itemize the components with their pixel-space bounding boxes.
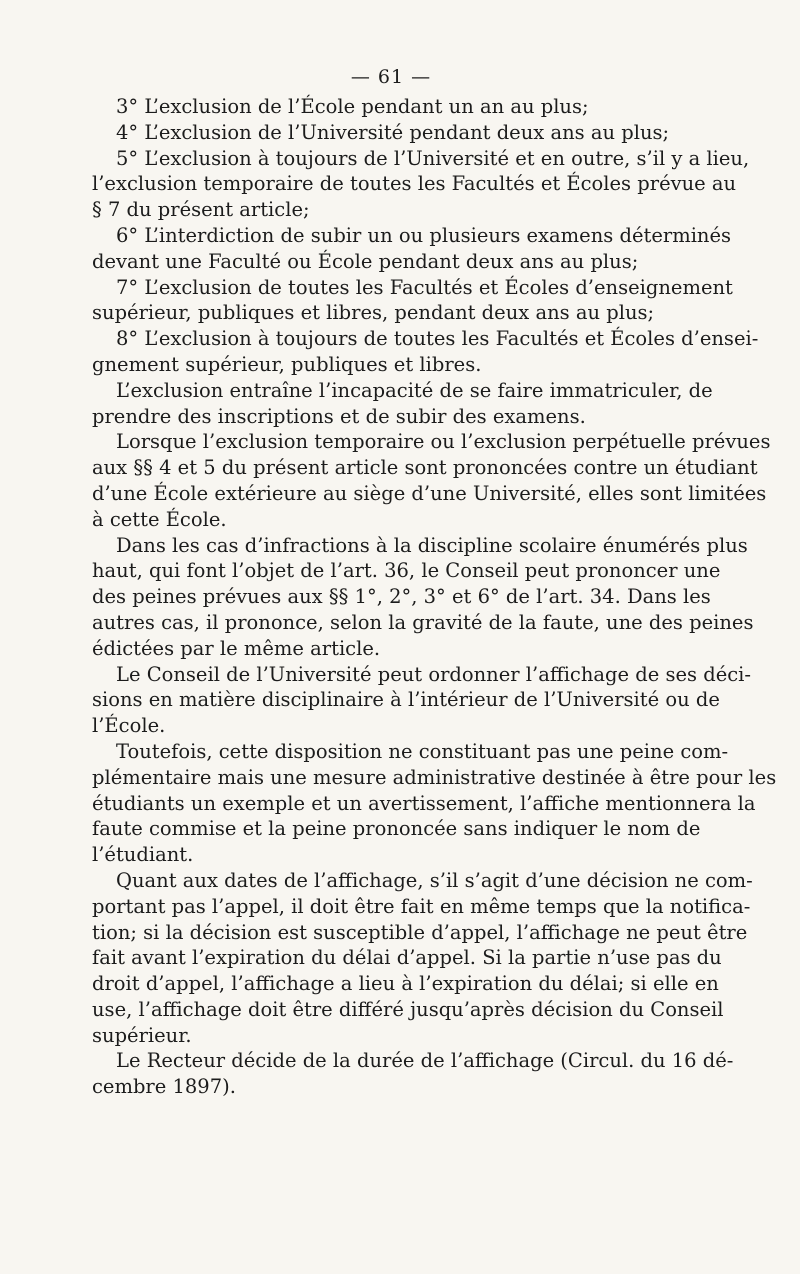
text-line: 4° L’exclusion de l’Université pendant deux ans au plus;: [116, 120, 670, 144]
page-number: — 61 —: [350, 66, 432, 88]
text-line: 3° L’exclusion de l’École pendant un an au plus;: [116, 95, 589, 118]
text-line: étudiants un exemple et un avertissement, l’affiche mentionnera la: [92, 791, 756, 815]
text-line: supérieur.: [92, 1023, 192, 1047]
text-line: cembre 1897).: [92, 1075, 236, 1099]
text-line: l’École.: [92, 714, 166, 738]
text-line: tion; si la décision est susceptible d’appel, l’affichage ne peut être: [92, 920, 748, 944]
text-line: l’exclusion temporaire de toutes les Facultés et Écoles prévue au: [92, 172, 737, 196]
text-line: L’exclusion entraîne l’incapacité de se faire immatriculer, de: [116, 378, 713, 402]
text-line: 6° L’interdiction de subir un ou plusieurs examens déterminés: [116, 223, 732, 247]
text-line: droit d’appel, l’affichage a lieu à l’expiration du délai; si elle en: [92, 972, 719, 996]
text-line: § 7 du présent article;: [92, 198, 310, 222]
text-line: faute commise et la peine prononcée sans indiquer le nom de: [92, 817, 701, 841]
text-line: édictées par le même article.: [92, 636, 381, 660]
text-line: Le Conseil de l’Université peut ordonner l’affichage de ses déci-: [116, 662, 752, 686]
text-line: 5° L’exclusion à toujours de l’Université et en outre, s’il y a lieu,: [116, 146, 750, 170]
text-line: devant une Faculté ou École pendant deux ans au plus;: [92, 249, 639, 273]
text-line: fait avant l’expiration du délai d’appel. Si la partie n’use pas du: [92, 946, 722, 970]
text-line: à cette École.: [92, 507, 227, 531]
document-page: [92, 60, 777, 1100]
text-line: aux §§ 4 et 5 du présent article sont prononcées contre un étudiant: [92, 456, 758, 480]
text-line: use, l’affichage doit être différé jusqu’après décision du Conseil: [92, 997, 724, 1021]
text-line: plémentaire mais une mesure administrative destinée à être pour les: [92, 765, 777, 789]
text-line: prendre des inscriptions et de subir des examens.: [92, 404, 586, 428]
text-line: 8° L’exclusion à toujours de toutes les Facultés et Écoles d’ensei-: [116, 327, 759, 351]
text-line: haut, qui font l’objet de l’art. 36, le Conseil peut prononcer une: [92, 559, 721, 583]
text-line: Le Recteur décide de la durée de l’affichage (Circul. du 16 dé-: [116, 1049, 734, 1073]
text-line: Lorsque l’exclusion temporaire ou l’exclusion perpétuelle prévues: [116, 430, 771, 454]
text-line: 7° L’exclusion de toutes les Facultés et Écoles d’enseignement: [116, 275, 733, 299]
text-line: portant pas l’appel, il doit être fait en même temps que la notifica-: [92, 894, 751, 918]
text-line: autres cas, il prononce, selon la gravité de la faute, une des peines: [92, 610, 754, 634]
text-line: supérieur, publiques et libres, pendant deux ans au plus;: [92, 301, 655, 325]
text-line: sions en matière disciplinaire à l’intérieur de l’Université ou de: [92, 688, 720, 712]
text-line: l’étudiant.: [92, 843, 194, 867]
body-text: [92, 94, 777, 1100]
text-line: Dans les cas d’infractions à la discipline scolaire énumérés plus: [116, 533, 748, 557]
text-line: d’une École extérieure au siège d’une Université, elles sont limitées: [92, 481, 767, 505]
text-line: Quant aux dates de l’affichage, s’il s’agit d’une décision ne com-: [116, 868, 753, 892]
text-line: Toutefois, cette disposition ne constituant pas une peine com-: [116, 739, 729, 763]
text-line: des peines prévues aux §§ 1°, 2°, 3° et 6° de l’art. 34. Dans les: [92, 585, 711, 609]
text-line: gnement supérieur, publiques et libres.: [92, 352, 482, 376]
